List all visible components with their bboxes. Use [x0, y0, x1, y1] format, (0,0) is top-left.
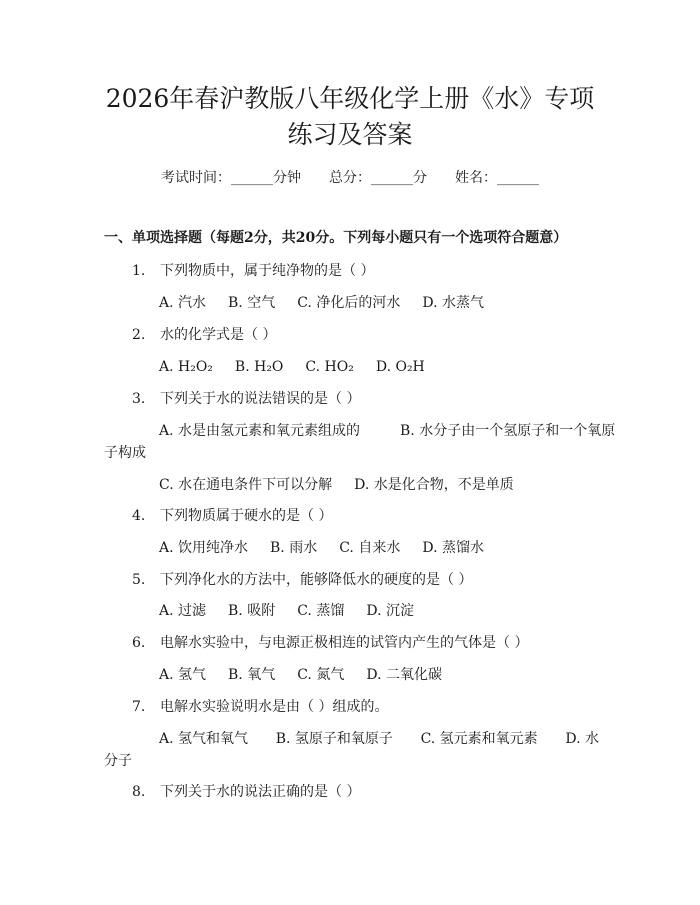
question-5-options	[159, 601, 414, 621]
option-a: A. 过滤	[159, 603, 207, 619]
option-b-continuation: 子构成	[104, 445, 146, 461]
question-3-options-row1	[159, 421, 615, 441]
exam-score: 总分：______分	[329, 170, 427, 186]
question-number: 8.	[132, 784, 146, 800]
option-b: B. 水分子由一个氢原子和一个氧原	[400, 423, 616, 439]
question-text: 下列物质属于硬水的是（ ）	[160, 508, 333, 524]
question-3-options-row2	[159, 475, 514, 495]
option-d-continuation: 分子	[104, 753, 132, 769]
option-d: D. 水蒸气	[422, 295, 484, 311]
question-number: 4.	[132, 508, 146, 524]
option-c: C. 净化后的河水	[297, 295, 401, 311]
question-text: 下列物质中，属于纯净物的是（ ）	[160, 263, 375, 279]
option-b: B. 雨水	[270, 540, 318, 556]
option-a: A. 氢气和氧气	[159, 731, 249, 747]
question-text: 电解水实验中，与电源正极相连的试管内产生的气体是（ ）	[160, 635, 529, 651]
option-a: A. 水是由氢元素和氧元素组成的	[159, 423, 361, 439]
option-a: A. 汽水	[159, 295, 207, 311]
option-a: A. H₂O₂	[159, 359, 213, 375]
option-c: C. 氮气	[297, 667, 345, 683]
page-title-line1: 2026年春沪教版八年级化学上册《水》专项	[105, 84, 595, 113]
question-number: 3.	[132, 391, 146, 407]
option-d: D. 水	[565, 731, 599, 747]
option-d: D. 沉淀	[366, 603, 414, 619]
option-c: C. 蒸馏	[297, 603, 345, 619]
question-text: 下列关于水的说法正确的是（ ）	[160, 784, 361, 800]
question-number: 6.	[132, 635, 146, 651]
question-7-options	[159, 729, 599, 749]
option-b: B. 氢原子和氧原子	[275, 731, 393, 747]
question-1-options	[159, 293, 484, 313]
question-text: 下列净化水的方法中，能够降低水的硬度的是（ ）	[160, 572, 473, 588]
option-b: B. 氧气	[228, 667, 276, 683]
question-number: 7.	[132, 699, 146, 715]
option-c: C. 水在通电条件下可以分解	[159, 477, 333, 493]
page-title-line2: 练习及答案	[287, 120, 413, 149]
question-text: 电解水实验说明水是由（ ）组成的。	[160, 699, 389, 715]
question-number: 2.	[132, 327, 146, 343]
question-text: 下列关于水的说法错误的是（ ）	[160, 391, 361, 407]
option-c: C. 氢元素和氧元素	[420, 731, 538, 747]
option-a: A. 饮用纯净水	[159, 540, 249, 556]
option-b: B. 吸附	[228, 603, 276, 619]
question-text: 水的化学式是（ ）	[160, 327, 277, 343]
exam-meta	[0, 168, 700, 188]
option-c: C. HO₂	[305, 359, 354, 375]
question-number: 5.	[132, 572, 146, 588]
question-6-options	[159, 665, 442, 685]
option-d: D. 蒸馏水	[422, 540, 484, 556]
option-a: A. 氢气	[159, 667, 207, 683]
option-d: D. 二氧化碳	[366, 667, 442, 683]
exam-time: 考试时间：______分钟	[161, 170, 301, 186]
section-heading: 一、单项选择题（每题2分，共20分。下列每小题只有一个选项符合题意）	[104, 230, 568, 246]
question-number: 1.	[132, 263, 146, 279]
option-d: D. 水是化合物，不是单质	[354, 477, 514, 493]
student-name: 姓名：______	[455, 170, 539, 186]
option-c: C. 自来水	[339, 540, 401, 556]
option-d: D. O₂H	[375, 359, 425, 375]
question-4-options	[159, 538, 484, 558]
question-2-options	[159, 357, 425, 377]
option-b: B. 空气	[228, 295, 276, 311]
option-b: B. H₂O	[234, 359, 284, 375]
